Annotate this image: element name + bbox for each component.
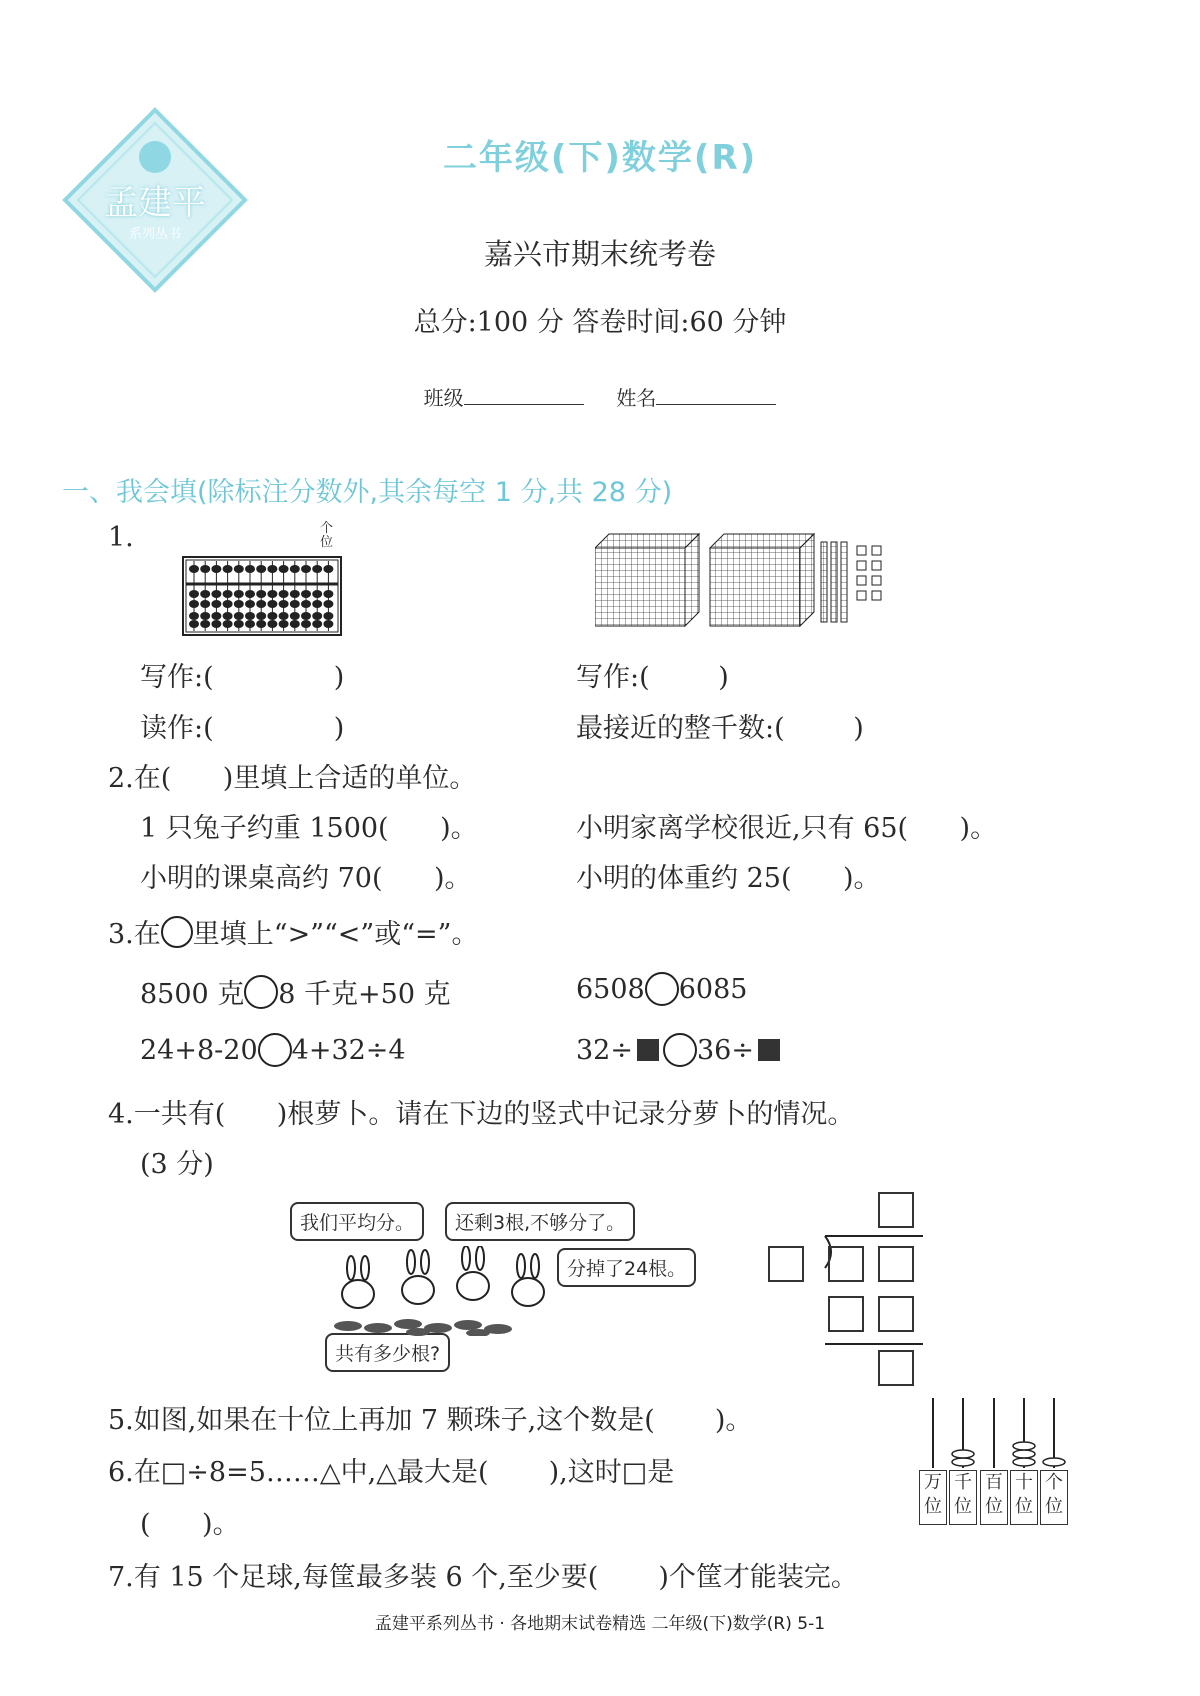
- answer-box[interactable]: [878, 1350, 914, 1386]
- rabbits-illustration: [318, 1246, 558, 1340]
- q2-item-a[interactable]: 1 只兔子约重 1500( )。: [140, 813, 478, 844]
- q7-text[interactable]: 7.有 15 个足球,每筐最多装 6 个,至少要( )个筐才能装完。: [108, 1562, 858, 1593]
- place-label-ge: 个 位: [1040, 1470, 1068, 1525]
- class-blank[interactable]: [464, 404, 584, 405]
- ink-square-icon: [637, 1039, 659, 1061]
- q3-c-left: 24+8-20: [140, 1034, 258, 1066]
- compare-circle[interactable]: [244, 975, 278, 1009]
- answer-box[interactable]: [878, 1246, 914, 1282]
- q3-a-right: 8 千克+50 克: [278, 979, 451, 1010]
- speech-bubble: 还剩3根,不够分了。: [445, 1202, 635, 1241]
- logo-tag-text: 系列丛书: [128, 227, 181, 242]
- q3-item-b: [576, 972, 747, 1006]
- speech-bubble: 共有多少根?: [325, 1333, 450, 1372]
- place-label-shi: 十 位: [1010, 1470, 1038, 1525]
- q1-number: 1.: [108, 522, 134, 553]
- page-title: 二年级(下)数学(R): [442, 138, 758, 178]
- q2-item-c[interactable]: 小明的课桌高约 70( )。: [140, 863, 472, 894]
- class-name-line: [0, 382, 1200, 411]
- q3-stem: [108, 912, 478, 951]
- speech-bubble: 分掉了24根。: [557, 1248, 696, 1287]
- place-label-wan: 万 位: [919, 1470, 947, 1525]
- q3-item-a: [140, 972, 451, 1011]
- q3-a-left: 8500 克: [140, 979, 245, 1010]
- q1-read-left[interactable]: 读作:( ): [140, 713, 345, 744]
- ink-square-icon: [758, 1039, 780, 1061]
- q1-write-right[interactable]: 写作:( ): [576, 662, 729, 693]
- q3-stem-b: 里填上“>”“<”或“=”。: [192, 919, 479, 950]
- page-footer: 孟建平系列丛书 · 各地期末试卷精选 二年级(下)数学(R) 5-1: [374, 1614, 826, 1634]
- answer-box[interactable]: [878, 1296, 914, 1332]
- compare-circle[interactable]: [645, 972, 679, 1006]
- class-label: 班级: [423, 386, 464, 410]
- score-line: 总分:100 分 答卷时间:60 分钟: [413, 307, 787, 338]
- counting-frame-image: [918, 1398, 1070, 1472]
- q6-line2[interactable]: ( )。: [140, 1509, 240, 1540]
- exam-subtitle: 嘉兴市期末统考卷: [483, 237, 716, 271]
- q4-line1[interactable]: 4.一共有( )根萝卜。请在下边的竖式中记录分萝卜的情况。: [108, 1099, 855, 1130]
- circle-icon: [161, 916, 193, 948]
- q1-write-left[interactable]: 写作:( ): [140, 662, 345, 693]
- compare-circle[interactable]: [258, 1033, 292, 1067]
- speech-bubble: 我们平均分。: [290, 1202, 424, 1241]
- q3-item-d: [576, 1033, 780, 1067]
- q6-line1[interactable]: 6.在□÷8=5……△中,△最大是( ),这时□是: [108, 1457, 675, 1488]
- place-label-bai: 百 位: [980, 1470, 1008, 1525]
- q2-stem: 2.在( )里填上合适的单位。: [108, 763, 477, 794]
- answer-box[interactable]: [828, 1296, 864, 1332]
- q3-stem-a: 3.在: [108, 919, 161, 950]
- q3-item-c: [140, 1033, 406, 1067]
- compare-circle[interactable]: [663, 1033, 697, 1067]
- cubes-image: [595, 528, 895, 632]
- logo-brand-text: 孟建平: [104, 183, 206, 223]
- q3-c-right: 4+32÷4: [291, 1034, 406, 1066]
- place-label-qian: 千 位: [949, 1470, 977, 1525]
- q5-text[interactable]: 5.如图,如果在十位上再加 7 颗珠子,这个数是( )。: [108, 1405, 753, 1436]
- q3-b-right: 6085: [678, 973, 748, 1005]
- abacus-ones-label: 个 位: [320, 521, 334, 550]
- q4-line2: (3 分): [140, 1149, 214, 1180]
- name-label: 姓名: [616, 386, 657, 410]
- section-heading: 一、我会填(除标注分数外,其余每空 1 分,共 28 分): [62, 477, 673, 508]
- q1-nearest-thousand[interactable]: 最接近的整千数:( ): [576, 713, 864, 744]
- answer-box[interactable]: [828, 1246, 864, 1282]
- q2-item-b[interactable]: 小明家离学校很近,只有 65( )。: [576, 813, 998, 844]
- answer-box[interactable]: [768, 1246, 804, 1282]
- q3-d-right: 36÷: [696, 1034, 754, 1066]
- q3-b-left: 6508: [576, 973, 645, 1005]
- name-blank[interactable]: [656, 404, 776, 405]
- q2-item-d[interactable]: 小明的体重约 25( )。: [576, 863, 881, 894]
- abacus-image: [182, 556, 342, 640]
- q3-d-left: 32÷: [576, 1034, 633, 1066]
- answer-box[interactable]: [878, 1192, 914, 1228]
